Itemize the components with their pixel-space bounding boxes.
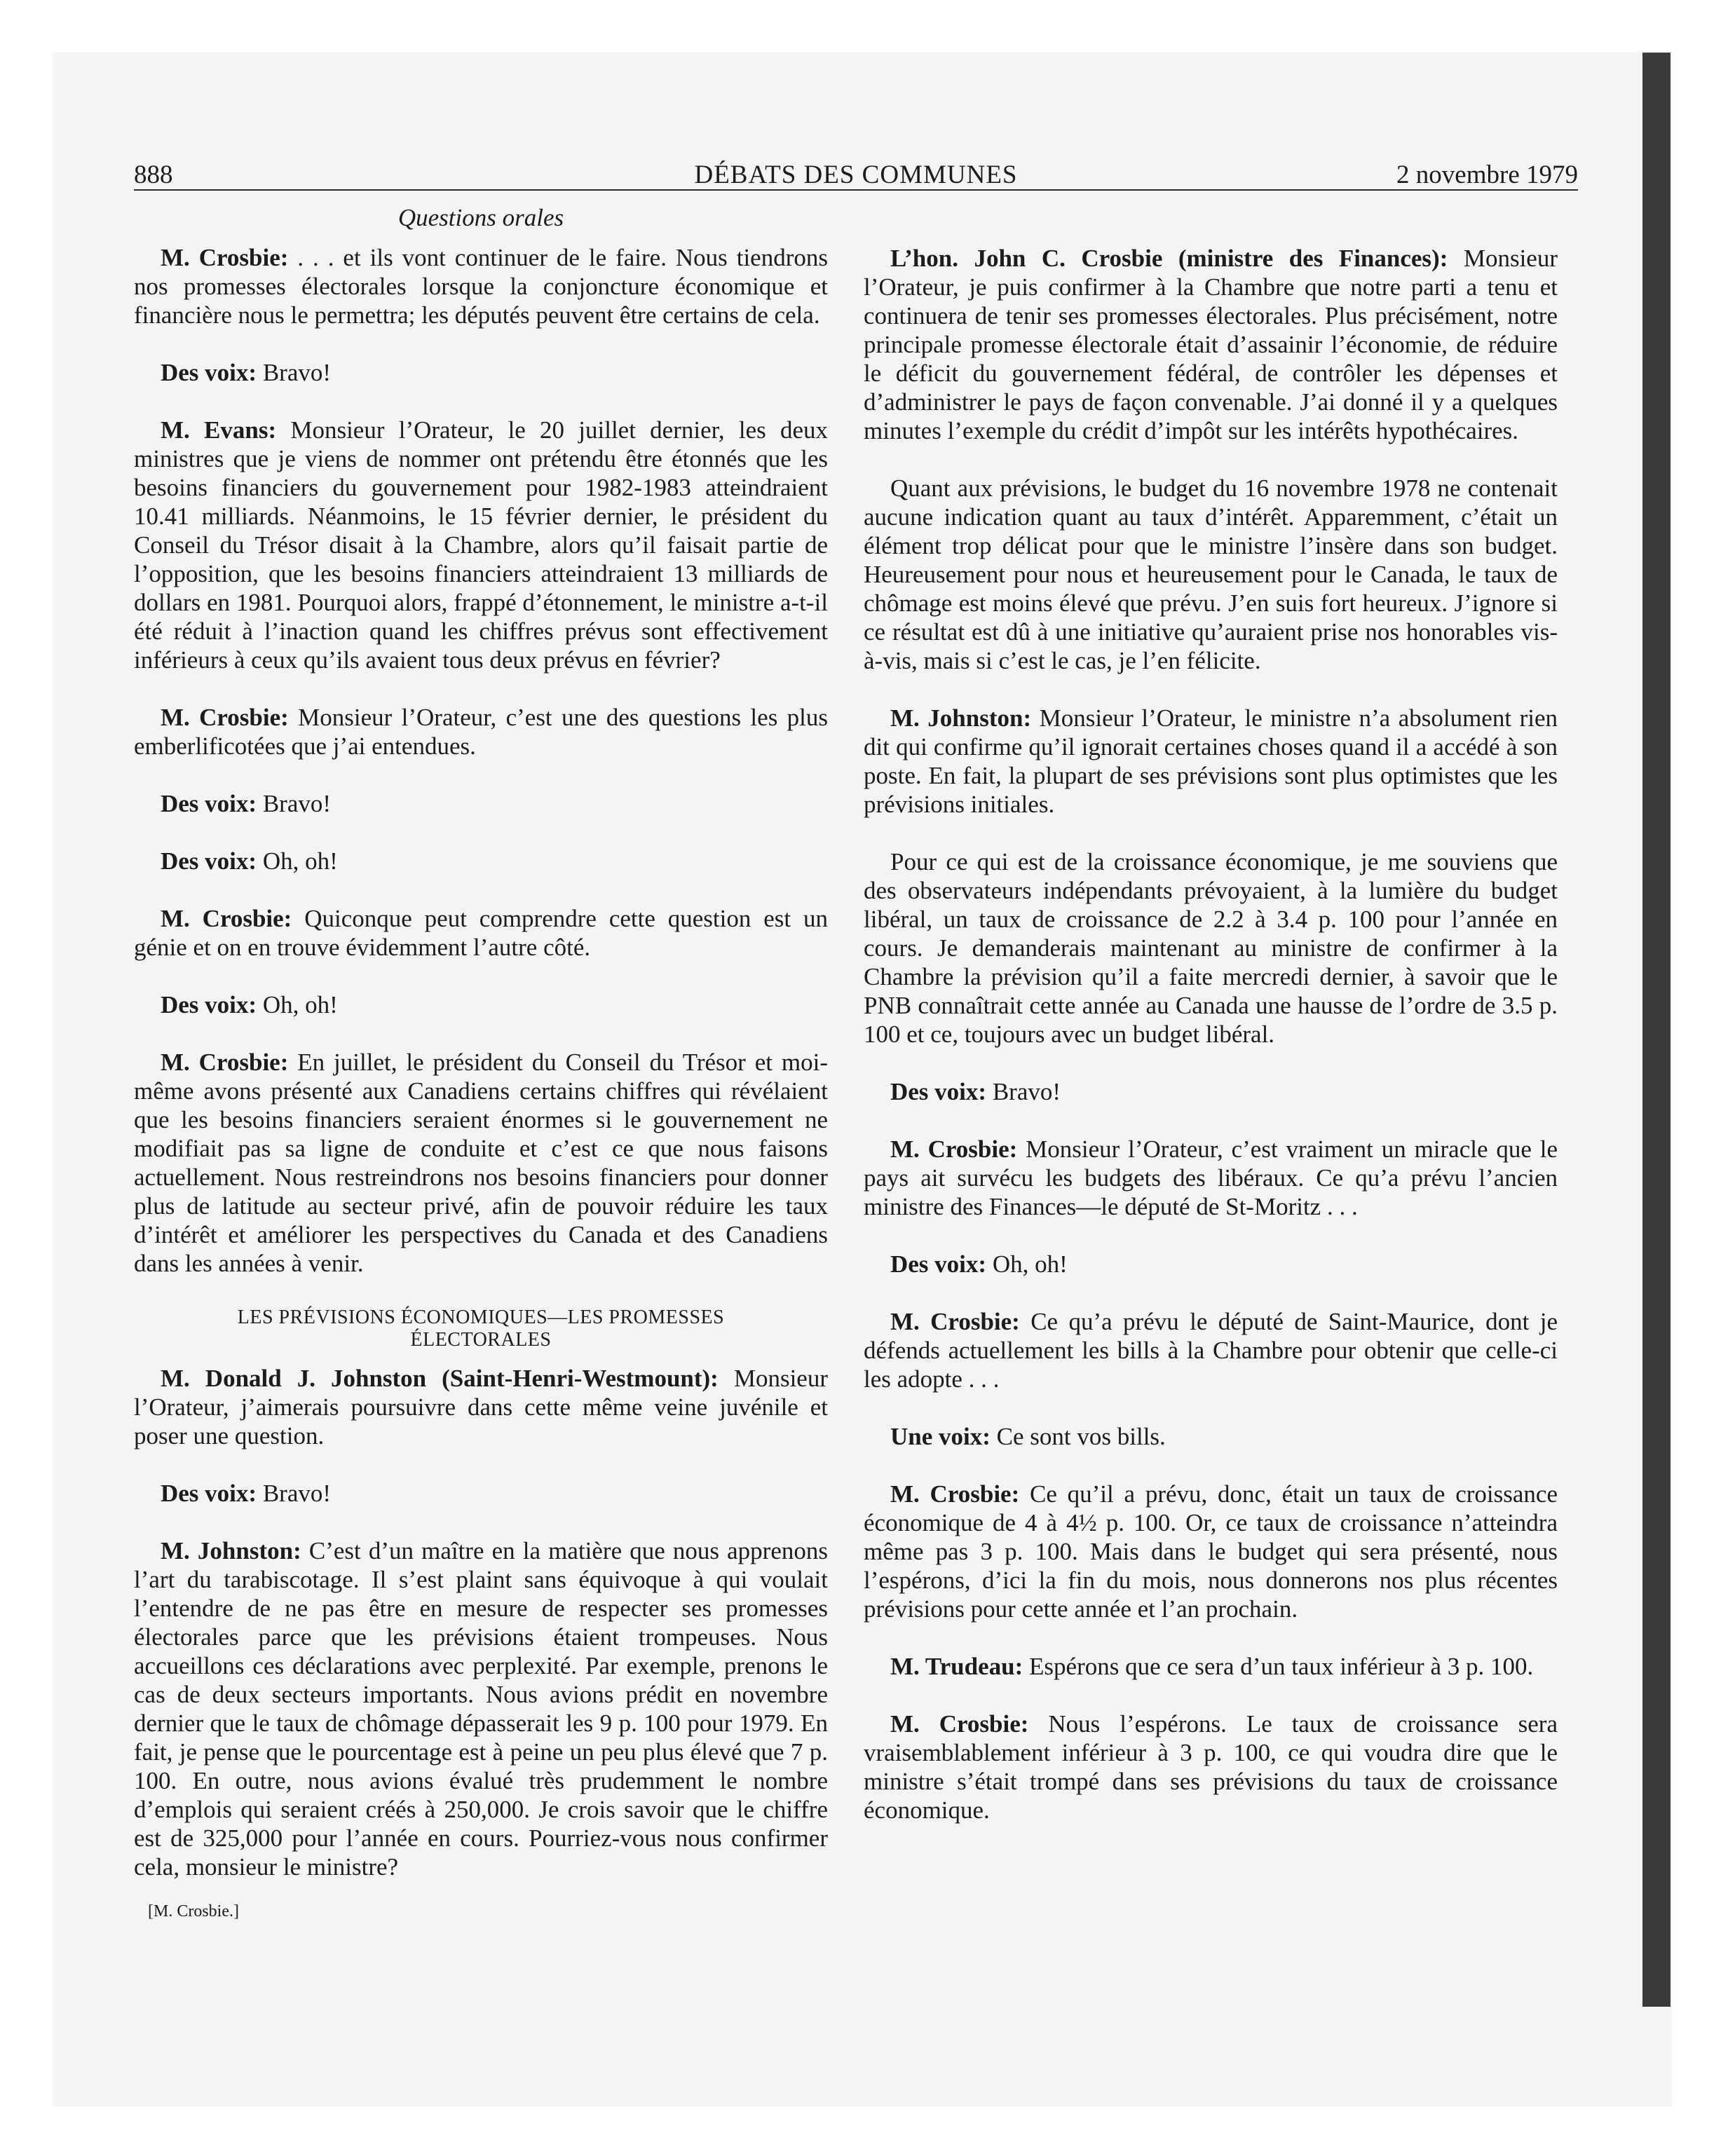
paragraph-text: Bravo!	[257, 359, 332, 386]
speaker-name: M. Crosbie:	[161, 905, 292, 932]
speaker-name: Des voix:	[890, 1078, 987, 1105]
page-number: 888	[134, 161, 173, 189]
left-paragraphs	[134, 243, 828, 1278]
page-header	[134, 154, 1578, 191]
paragraph-text: Oh, oh!	[986, 1250, 1068, 1278]
paragraph-text: Pour ce qui est de la croissance économique, je me souviens que des observateurs indépendants prévoyaient, à la lumière du budget libéral, un taux de croissance de 2.2 à 3.4 p. 100 pour l’année en cours. Je demanderais maintenant au ministre de confirmer à la Chambre la prévision qu’il a faite mercredi dernier, à savoir que le PNB connaîtrait cette année au Canada une hausse de l’ordre de 3.5 p. 100 et ce, toujours avec un budget libéral.	[864, 848, 1558, 1048]
paragraph	[134, 1364, 828, 1450]
paragraph	[864, 474, 1558, 675]
paragraph	[864, 1135, 1558, 1221]
paragraph-text: . . . et ils vont continuer de le faire. Nous tiendrons nos promesses électorales lorsque la conjoncture économique et financière nous le permettra; les députés peuvent être certains de cela.	[134, 244, 828, 329]
paragraph	[864, 704, 1558, 819]
section-heading: LES PRÉVISIONS ÉCONOMIQUES—LES PROMESSES ÉLECTORALES	[237, 1306, 725, 1351]
speaker-name: Des voix:	[161, 991, 257, 1018]
speaker-name: Une voix:	[890, 1423, 991, 1450]
speaker-name: Des voix:	[161, 847, 257, 875]
paragraph	[134, 416, 828, 674]
left-column	[134, 203, 828, 1926]
paragraph	[864, 1422, 1558, 1451]
page-date: 2 novembre 1979	[1396, 161, 1578, 189]
publication-title: DÉBATS DES COMMUNES	[694, 161, 1018, 189]
paragraph-text: C’est d’un maître en la matière que nous apprenons l’art du tarabiscotage. Il s’est plaint sans équivoque à qui voulait l’entendre de ne pas être en mesure de respecter ses promesses électorales parce que les prévisions étaient trompeuses. Nous accueillons ces déclarations avec perplexité. Par exemple, prenons le cas de deux secteurs importants. Nous avions prédit en novembre dernier que le taux de chômage dépasserait les 9 p. 100 pour 1979. En fait, je pense que le pourcentage est à peine un peu plus élevé que 7 p. 100. En outre, nous avions évalué très prudemment le nombre d’emplois qui seraient créés à 250,000. Je crois savoir que le chiffre est de 325,000 pour l’année en cours. Pourriez-vous nous confirmer cela, monsieur le ministre?	[134, 1537, 828, 1881]
paragraph	[134, 904, 828, 962]
paragraph-text: Nous l’espérons. Le taux de croissance sera vraisemblablement inférieur à 3 p. 100, ce qui voudra dire que le ministre s’était trompé dans ses prévisions du taux de croissance économique.	[864, 1710, 1558, 1824]
speaker-name: M. Crosbie:	[161, 704, 289, 731]
paragraph-text: Monsieur l’Orateur, c’est vraiment un miracle que le pays ait survécu les budgets des libéraux. Ce qu’a prévu l’ancien ministre des Finances—le député de St-Moritz . . .	[864, 1135, 1558, 1220]
paragraph-text: Oh, oh!	[257, 847, 338, 875]
paragraph	[864, 1652, 1558, 1681]
paragraph-text: Monsieur l’Orateur, le 20 juillet dernier, les deux ministres que je viens de nommer ont prétendu être étonnés que les besoins financiers du gouvernement pour 1982-1983 atteindraient 10.41 milliards. Néanmoins, le 15 février dernier, le président du Conseil du Trésor disait à la Chambre, alors qu’il faisait partie de l’opposition, que les besoins financiers atteindraient 13 milliards de dollars en 1981. Pourquoi alors, frappé d’étonnement, le ministre a-t-il été réduit à l’inaction quand les chiffres prévus sont effectivement inférieurs à ceux qu’ils avaient tous deux prévus en février?	[134, 416, 829, 674]
paragraph	[134, 703, 828, 760]
speaker-name: Des voix:	[161, 1480, 257, 1507]
scan-edge-shadow	[1642, 53, 1671, 2007]
speaker-name: M. Johnston:	[161, 1537, 301, 1564]
paragraph-text: Monsieur l’Orateur, j’aimerais poursuivre dans cette même veine juvénile et poser une question.	[134, 1365, 829, 1449]
paragraph	[134, 847, 828, 875]
paragraph	[134, 1479, 828, 1508]
paragraph	[864, 1480, 1558, 1623]
paragraph-text: Quiconque peut comprendre cette question est un génie et on en trouve évidemment l’autre côté.	[134, 905, 828, 961]
speaker-name: L’hon. John C. Crosbie (ministre des Finances):	[890, 245, 1448, 272]
paragraph-text: Espérons que ce sera d’un taux inférieur à 3 p. 100.	[1023, 1653, 1534, 1680]
paragraph	[134, 789, 828, 818]
speaker-name: M. Evans:	[161, 416, 277, 444]
speaker-name: M. Crosbie:	[161, 244, 289, 271]
paragraph-text: Oh, oh!	[257, 991, 338, 1018]
speaker-name: M. Crosbie:	[890, 1135, 1018, 1163]
paragraph-text: Ce sont vos bills.	[990, 1423, 1166, 1450]
speaker-name: Des voix:	[161, 359, 257, 386]
paragraph-text: Monsieur l’Orateur, le ministre n’a absolument rien dit qui confirme qu’il ignorait certaines choses quand il a accédé à son poste. En fait, la plupart de ses prévisions sont plus optimistes que les prévisions initiales.	[864, 704, 1558, 818]
paragraph-text: Ce qu’il a prévu, donc, était un taux de croissance économique de 4 à 4½ p. 100. Or, ce taux de croissance n’atteindra même pas 3 p. 100. Mais dans le budget qui sera présenté, nous l’espérons, d’ici la fin du mois, nous donnerons nos plus récentes prévisions pour cette année et l’an prochain.	[864, 1480, 1558, 1623]
left-paragraphs-after-heading	[134, 1364, 828, 1881]
speaker-name: M. Crosbie:	[161, 1049, 289, 1076]
paragraph-text: Monsieur l’Orateur, je puis confirmer à la Chambre que notre parti a tenu et continuera de tenir ses promesses électorales. Plus précisément, notre principale promesse électorale était d’assainir l’économie, de réduire le déficit du gouvernement fédéral, de contrôler les dépenses et d’administrer le pays de façon convenable. J’ai donné il y a quelques minutes l’exemple du crédit d’impôt sur les intérêts hypothécaires.	[864, 245, 1558, 444]
footnote: [M. Crosbie.]	[148, 1902, 239, 1920]
paragraph-text: Quant aux prévisions, le budget du 16 novembre 1978 ne contenait aucune indication quant au taux d’intérêt. Apparemment, c’était un élément trop délicat pour que le ministre l’insère dans son budget. Heureusement pour nous et heureusement pour le Canada, le taux de chômage est moins élevé que prévu. J’en suis fort heureux. J’ignore si ce résultat est dû à une initiative qu’auraient prise nos honorables vis-à-vis, mais si c’est le cas, je l’en félicite.	[864, 475, 1558, 674]
paragraph	[134, 1536, 828, 1881]
paragraph	[134, 990, 828, 1019]
paragraph	[134, 358, 828, 387]
paragraph-text: Bravo!	[257, 790, 332, 817]
paragraph-text: Monsieur l’Orateur, c’est une des questions les plus emberlificotées que j’ai entendues.	[134, 704, 828, 760]
paragraph-text: Ce qu’a prévu le député de Saint-Maurice, dont je défends actuellement les bills à la Chambre pour obtenir que celle-ci les adopte . . .	[864, 1308, 1558, 1393]
paragraph	[864, 244, 1558, 445]
speaker-name: M. Crosbie:	[890, 1308, 1020, 1335]
speaker-name: M. Crosbie:	[890, 1480, 1020, 1508]
paragraph-text: En juillet, le président du Conseil du Trésor et moi-même avons présenté aux Canadiens certains chiffres qui révélaient que les besoins financiers seraient énormes si le gouvernement ne modifiait pas sa ligne de conduite et c’est ce que nous faisons actuellement. Nous restreindrons nos besoins financiers pour donner plus de latitude au secteur privé, afin de pouvoir réduire les taux d’intérêt et améliorer les perspectives du Canada et des Canadiens dans les années à venir.	[134, 1049, 828, 1277]
right-column	[864, 244, 1558, 1853]
right-paragraphs	[864, 244, 1558, 1824]
speaker-name: M. Crosbie:	[890, 1710, 1029, 1738]
speaker-name: M. Donald J. Johnston (Saint-Henri-Westmount):	[161, 1365, 719, 1392]
running-head: Questions orales	[397, 204, 564, 231]
speaker-name: M. Johnston:	[890, 704, 1032, 732]
paragraph	[864, 1710, 1558, 1824]
speaker-name: Des voix:	[161, 790, 257, 817]
paragraph	[134, 243, 828, 329]
paragraph	[864, 847, 1558, 1049]
paragraph-text: Bravo!	[986, 1078, 1061, 1105]
paragraph-text: Bravo!	[257, 1480, 332, 1507]
paragraph	[864, 1077, 1558, 1106]
paragraph	[864, 1307, 1558, 1393]
paragraph	[864, 1250, 1558, 1278]
paragraph	[134, 1048, 828, 1278]
speaker-name: Des voix:	[890, 1250, 987, 1278]
speaker-name: M. Trudeau:	[890, 1653, 1023, 1680]
